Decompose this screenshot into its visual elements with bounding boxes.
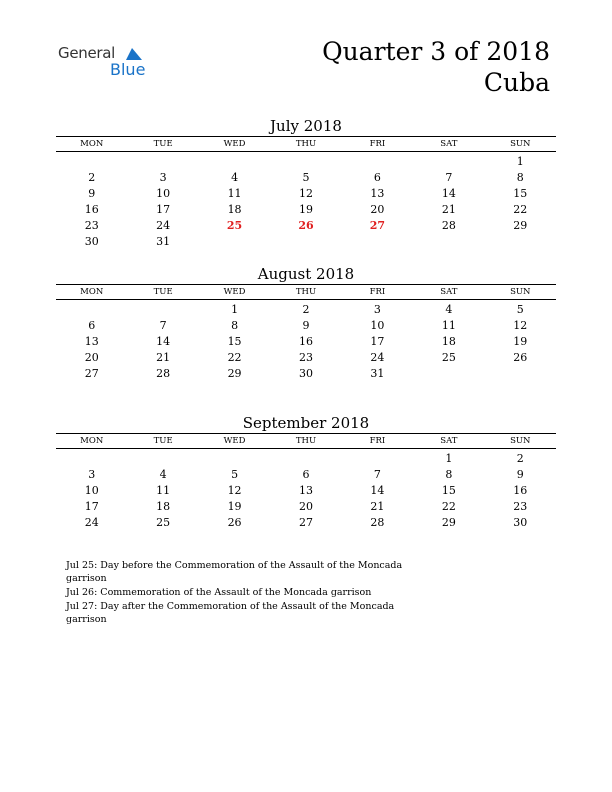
weekday-label: SAT: [440, 436, 458, 446]
week-row: [56, 499, 556, 515]
day-cell: 24: [156, 219, 171, 232]
day-cell: 31: [156, 235, 171, 248]
day-cell: 18: [156, 500, 171, 513]
day-cell: 23: [513, 500, 528, 513]
day-cell: 2: [516, 452, 524, 465]
weekday-label: SAT: [440, 287, 458, 297]
week-row: [56, 350, 556, 366]
day-cell: 14: [156, 335, 171, 348]
empty-day-cell: [413, 234, 484, 250]
day-cell: 9: [302, 319, 310, 332]
weekday-label: MON: [80, 287, 104, 297]
day-cell: 1: [231, 303, 239, 316]
holiday-note: Jul 26: Commemoration of the Assault of the Moncada garrison: [66, 587, 372, 598]
empty-day-cell: [56, 451, 127, 467]
weekday-label: WED: [223, 287, 246, 297]
empty-day-cell: [127, 451, 198, 467]
empty-day-cell: [199, 234, 270, 250]
page-title: Quarter 3 of 2018: [322, 37, 550, 66]
day-cell: 22: [441, 500, 456, 513]
day-cell: 4: [231, 171, 239, 184]
day-cell: 30: [84, 235, 99, 248]
day-cell: 28: [370, 516, 385, 529]
weekday-label: SUN: [510, 287, 531, 297]
month-title: July 2018: [270, 117, 342, 135]
week-row: [56, 218, 556, 234]
day-cell: 23: [298, 351, 313, 364]
empty-day-cell: [270, 234, 341, 250]
empty-day-cell: [56, 302, 127, 318]
weekday-label: WED: [223, 436, 246, 446]
day-cell: 26: [298, 219, 314, 232]
weekday-label: THU: [295, 287, 317, 297]
day-cell: 10: [156, 187, 171, 200]
empty-day-cell: [199, 154, 270, 170]
week-row: [56, 366, 556, 382]
day-cell: 19: [227, 500, 242, 513]
day-cell: 16: [513, 484, 528, 497]
day-cell: 20: [84, 351, 99, 364]
day-cell: 12: [298, 187, 313, 200]
day-cell: 7: [373, 468, 381, 481]
day-cell: 3: [159, 171, 167, 184]
day-cell: 8: [231, 319, 239, 332]
day-cell: 20: [298, 500, 313, 513]
day-cell: 6: [373, 171, 381, 184]
day-cell: 13: [84, 335, 99, 348]
day-cell: 18: [441, 335, 456, 348]
empty-day-cell: [199, 451, 270, 467]
month-title: August 2018: [257, 265, 355, 283]
day-cell: 21: [370, 500, 385, 513]
day-cell: 17: [156, 203, 171, 216]
empty-day-cell: [270, 154, 341, 170]
empty-day-cell: [342, 234, 413, 250]
day-cell: 15: [513, 187, 528, 200]
day-cell: 23: [84, 219, 99, 232]
weekday-label: SAT: [440, 139, 458, 149]
day-cell: 21: [156, 351, 171, 364]
weekday-label: SUN: [510, 436, 531, 446]
week-row: [56, 154, 556, 170]
day-cell: 4: [445, 303, 453, 316]
empty-day-cell: [485, 234, 556, 250]
weekday-label: FRI: [369, 287, 386, 297]
country-name: Cuba: [483, 68, 550, 97]
week-row: [56, 202, 556, 218]
day-cell: 13: [298, 484, 313, 497]
day-cell: 18: [227, 203, 242, 216]
day-cell: 28: [156, 367, 171, 380]
generalblue-logo: [58, 44, 158, 84]
day-cell: 13: [370, 187, 385, 200]
holiday-notes: [66, 559, 406, 627]
weekday-label: WED: [223, 139, 246, 149]
logo-general-text: General: [58, 44, 116, 62]
empty-day-cell: [413, 154, 484, 170]
day-cell: 8: [445, 468, 453, 481]
day-cell: 5: [302, 171, 310, 184]
empty-day-cell: [485, 366, 556, 382]
day-cell: 22: [513, 203, 528, 216]
title-block: [322, 36, 550, 98]
day-cell: 15: [227, 335, 242, 348]
day-cell: 1: [445, 452, 453, 465]
day-cell: 25: [226, 219, 243, 232]
day-cell: 31: [370, 367, 385, 380]
weekday-label: TUE: [153, 139, 173, 149]
day-cell: 17: [84, 500, 99, 513]
day-cell: 26: [513, 351, 528, 364]
month-august: [56, 264, 556, 382]
day-cell: 29: [513, 219, 528, 232]
day-cell: 14: [441, 187, 456, 200]
day-cell: 30: [513, 516, 528, 529]
day-cell: 14: [370, 484, 385, 497]
empty-day-cell: [342, 451, 413, 467]
day-cell: 17: [370, 335, 385, 348]
day-cell: 5: [516, 303, 524, 316]
day-cell: 27: [369, 219, 386, 232]
weekday-label: MON: [80, 139, 104, 149]
day-cell: 29: [441, 516, 456, 529]
weekday-label: MON: [80, 436, 104, 446]
empty-day-cell: [342, 154, 413, 170]
day-cell: 10: [84, 484, 99, 497]
day-cell: 21: [441, 203, 456, 216]
day-cell: 27: [84, 367, 99, 380]
day-cell: 4: [159, 468, 167, 481]
week-row: [56, 186, 556, 202]
day-cell: 12: [513, 319, 528, 332]
week-row: [56, 334, 556, 350]
day-cell: 11: [227, 187, 242, 200]
weekday-label: THU: [295, 436, 317, 446]
empty-day-cell: [270, 451, 341, 467]
day-cell: 30: [298, 367, 313, 380]
day-cell: 24: [84, 516, 99, 529]
week-row: [56, 515, 556, 531]
month-title: September 2018: [242, 414, 370, 432]
day-cell: 15: [441, 484, 456, 497]
day-cell: 12: [227, 484, 242, 497]
day-cell: 3: [373, 303, 381, 316]
day-cell: 28: [441, 219, 456, 232]
day-cell: 7: [159, 319, 167, 332]
day-cell: 20: [370, 203, 385, 216]
week-row: [56, 451, 556, 467]
week-row: [56, 234, 556, 250]
holiday-note: Jul 25: Day before the Commemoration of the Assault of the Moncada garrison: [66, 560, 403, 584]
week-row: [56, 467, 556, 483]
weekday-label: FRI: [369, 139, 386, 149]
day-cell: 11: [156, 484, 171, 497]
day-cell: 9: [516, 468, 524, 481]
week-row: [56, 170, 556, 186]
day-cell: 1: [516, 155, 524, 168]
weekday-label: TUE: [153, 287, 173, 297]
day-cell: 27: [298, 516, 313, 529]
weekday-label: TUE: [153, 436, 173, 446]
day-cell: 6: [88, 319, 96, 332]
month-september: [56, 413, 556, 531]
day-cell: 10: [370, 319, 385, 332]
day-cell: 9: [88, 187, 96, 200]
weekday-label: FRI: [369, 436, 386, 446]
empty-day-cell: [56, 154, 127, 170]
day-cell: 25: [156, 516, 171, 529]
weekday-header: [56, 284, 556, 300]
day-cell: 26: [227, 516, 242, 529]
empty-day-cell: [127, 154, 198, 170]
week-row: [56, 302, 556, 318]
day-cell: 3: [88, 468, 96, 481]
day-cell: 2: [88, 171, 96, 184]
day-cell: 22: [227, 351, 242, 364]
weekday-header: [56, 433, 556, 449]
day-cell: 16: [84, 203, 99, 216]
month-july: [56, 116, 556, 250]
week-row: [56, 318, 556, 334]
day-cell: 19: [298, 203, 313, 216]
day-cell: 5: [231, 468, 239, 481]
weekday-label: THU: [295, 139, 317, 149]
day-cell: 25: [441, 351, 456, 364]
day-cell: 19: [513, 335, 528, 348]
empty-day-cell: [413, 366, 484, 382]
weekday-header: [56, 136, 556, 152]
logo-blue-text: Blue: [110, 60, 146, 79]
day-cell: 6: [302, 468, 310, 481]
day-cell: 8: [516, 171, 524, 184]
day-cell: 16: [298, 335, 313, 348]
day-cell: 29: [227, 367, 242, 380]
week-row: [56, 483, 556, 499]
day-cell: 2: [302, 303, 310, 316]
holiday-note: Jul 27: Day after the Commemoration of the Assault of the Moncada garrison: [66, 601, 395, 625]
day-cell: 7: [445, 171, 453, 184]
day-cell: 24: [370, 351, 385, 364]
empty-day-cell: [127, 302, 198, 318]
weekday-label: SUN: [510, 139, 531, 149]
day-cell: 11: [441, 319, 456, 332]
